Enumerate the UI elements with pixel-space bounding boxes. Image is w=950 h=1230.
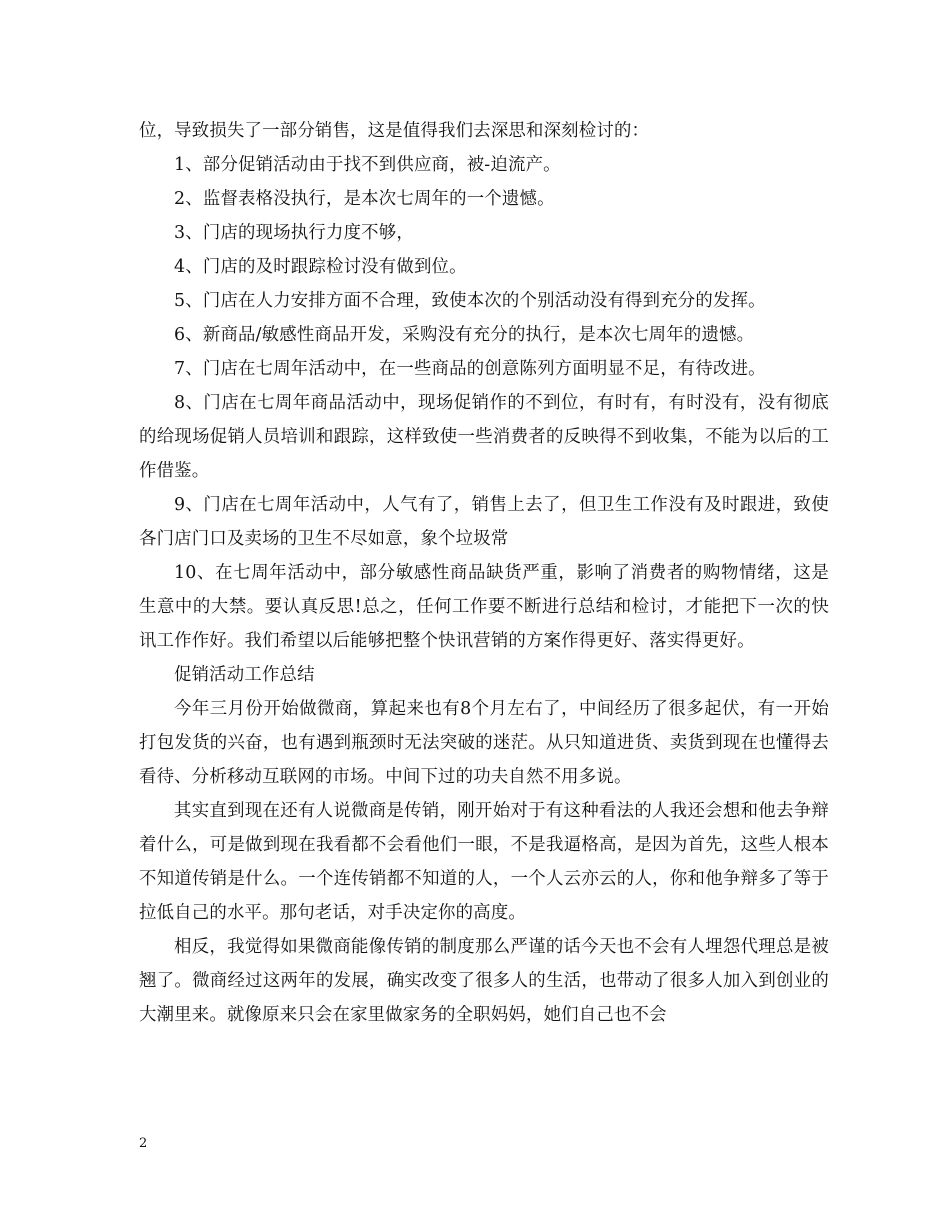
list-item-4: 4、门店的及时跟踪检讨没有做到位。 bbox=[174, 257, 467, 277]
list-item-3: 3、门店的现场执行力度不够， bbox=[174, 223, 414, 243]
paragraph: 今年三月份开始做微商，算起来也有8个月左右了，中间经历了很多起伏，有一开始打包发货的兴奋，也有遇到瓶颈时无法突破的迷茫。从只知道进货、卖货到现在也懂得去看待、分析移动互联网的市场。中间下过的功夫自然不用多说。 bbox=[139, 699, 829, 787]
list-item-9: 9、门店在七周年活动中，人气有了，销售上去了，但卫生工作没有及时跟进，致使各门店门口及卖场的卫生不尽如意，象个垃圾常 bbox=[139, 495, 829, 549]
list-item-5: 5、门店在人力安排方面不合理，致使本次的个别活动没有得到充分的发挥。 bbox=[174, 291, 766, 311]
page-number: 2 bbox=[139, 1136, 148, 1151]
paragraph: 相反，我觉得如果微商能像传销的制度那么严谨的话今天也不会有人埋怨代理总是被翘了。微商经过这两年的发展，确实改变了很多人的生活，也带动了很多人加入到创业的大潮里来。就像原来只会在家里做家务的全职妈妈，她们自己也不会 bbox=[139, 937, 829, 1025]
section-heading: 促销活动工作总结 bbox=[174, 665, 315, 685]
list-item-2: 2、监督表格没执行，是本次七周年的一个遗憾。 bbox=[174, 189, 555, 209]
list-item-6: 6、新商品/敏感性商品开发，采购没有充分的执行，是本次七周年的遗憾。 bbox=[174, 325, 755, 345]
paragraph: 位，导致损失了一部分销售，这是值得我们去深思和深刻检讨的： bbox=[139, 121, 650, 141]
body-text bbox=[139, 114, 829, 1032]
list-item-10: 10、在七周年活动中，部分敏感性商品缺货严重，影响了消费者的购物情绪，这是生意中的大禁。要认真反思!总之，任何工作要不断进行总结和检讨，才能把下一次的快讯工作作好。我们希望以后能够把整个快讯营销的方案作得更好、落实得更好。 bbox=[139, 563, 829, 651]
list-item-1: 1、部分促销活动由于找不到供应商，被-迫流产。 bbox=[174, 155, 561, 175]
list-item-7: 7、门店在七周年活动中，在一些商品的创意陈列方面明显不足，有待改进。 bbox=[174, 359, 766, 379]
list-item-8: 8、门店在七周年商品活动中，现场促销作的不到位，有时有，有时没有，没有彻底的给现场促销人员培训和跟踪，这样致使一些消费者的反映得不到收集，不能为以后的工作借鉴。 bbox=[139, 393, 829, 481]
paragraph: 其实直到现在还有人说微商是传销，刚开始对于有这种看法的人我还会想和他去争辩着什么，可是做到现在我看都不会看他们一眼，不是我逼格高，是因为首先，这些人根本不知道传销是什么。一个连传销都不知道的人，一个人云亦云的人，你和他争辩多了等于拉低自己的水平。那句老话，对手决定你的高度。 bbox=[139, 801, 829, 923]
